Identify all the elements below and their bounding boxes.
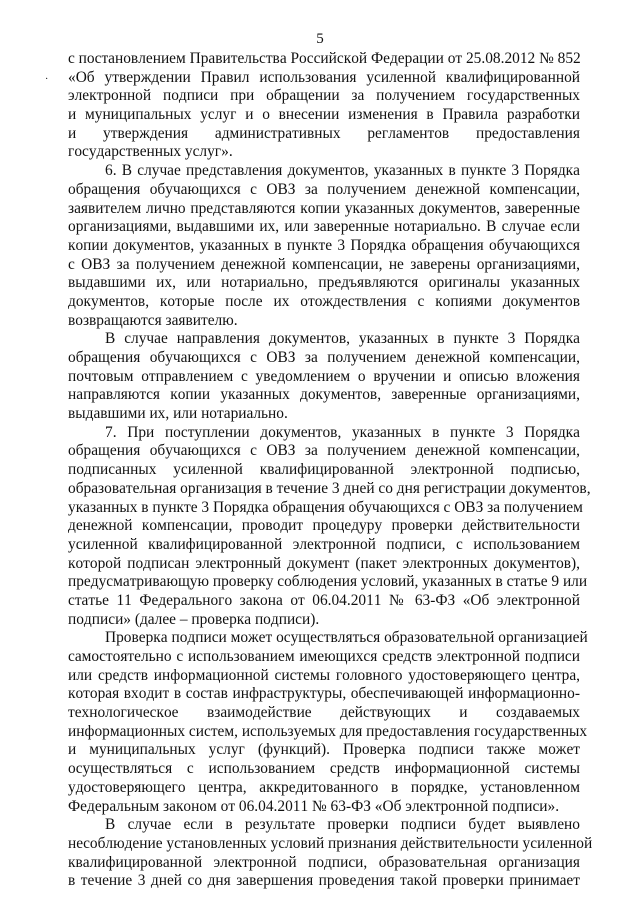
text-line: выдавшими их, или нотариально, предъявляются оригиналы указанных bbox=[68, 274, 580, 292]
text-line: с ОВЗ за получением денежной компенсации, не заверены организациями, bbox=[68, 255, 580, 273]
text-line: или средств информационной системы головного удостоверяющего центра, bbox=[68, 666, 580, 684]
text-line: и муниципальных услуг (функций). Проверка подписи также может bbox=[68, 741, 580, 759]
text-line: удостоверяющего центра, аккредитованного в порядке, установленном bbox=[68, 778, 580, 796]
text-line: В случае направления документов, указанных в пункте 3 Порядка bbox=[105, 330, 580, 348]
text-line: направляются копии указанных документов, заверенные организациями, bbox=[68, 386, 580, 404]
text-line: обращения обучающихся с ОВЗ за получением денежной компенсации, bbox=[68, 442, 580, 460]
text-line: технологическое взаимодействие действующих и создаваемых bbox=[68, 704, 580, 722]
paragraph bbox=[68, 50, 580, 162]
text-line: «Об утверждении Правил использования усиленной квалифицированной bbox=[68, 68, 580, 86]
paragraph bbox=[68, 423, 591, 630]
text-line: осуществляться с использованием средств информационной системы bbox=[68, 760, 580, 778]
text-line: информационных систем, используемых для предоставления государственных bbox=[68, 722, 588, 740]
paragraph bbox=[68, 330, 580, 423]
text-line: В случае если в результате проверки подписи будет выявлено bbox=[105, 816, 580, 834]
text-line: 6. В случае представления документов, указанных в пункте 3 Порядка bbox=[105, 162, 580, 180]
text-line: и утверждения административных регламентов предоставления bbox=[68, 124, 580, 142]
text-line: которой подписан электронный документ (пакет электронных документов), bbox=[68, 554, 580, 572]
text-line: обращения обучающихся с ОВЗ за получением денежной компенсации, bbox=[68, 180, 580, 198]
text-line: обращения обучающихся с ОВЗ за получением денежной компенсации, bbox=[68, 349, 580, 366]
text-line: несоблюдение установленных условий признания действительности усиленной bbox=[68, 834, 593, 852]
text-line: подписанных усиленной квалифицированной электронной подписью, bbox=[68, 461, 580, 479]
text-line: копии документов, указанных в пункте 3 Порядка обращения обучающихся bbox=[68, 236, 580, 254]
text-line: Проверка подписи может осуществляться образовательной организацией bbox=[105, 629, 588, 647]
paragraph bbox=[68, 816, 593, 891]
text-line: статье 11 Федерального закона от 06.04.2011 № 63-ФЗ «Об электронной bbox=[68, 591, 580, 609]
text-line: указанных в пункте 3 Порядка обращения обучающихся с ОВЗ за получением bbox=[68, 498, 583, 516]
document-body bbox=[68, 50, 593, 891]
text-line: документов, которые после их отождествления с копиями документов bbox=[68, 292, 580, 310]
margin-mark: · bbox=[45, 74, 49, 85]
text-line: 7. При поступлении документов, указанных в пункте 3 Порядка bbox=[105, 423, 580, 441]
text-line: усиленной квалифицированной электронной подписи, с использованием bbox=[68, 535, 580, 553]
text-line: организациями, выдавшими их, или заверенные нотариально. В случае если bbox=[68, 218, 580, 236]
text-line: выдавшими их, или нотариально. bbox=[68, 405, 288, 423]
text-line: которая входит в состав инфраструктуры, обеспечивающей информационно- bbox=[68, 685, 580, 703]
text-line: предусматривающую проверку соблюдения условий, указанных в статье 9 или bbox=[68, 573, 588, 591]
text-line: заявителем лично представляются копии указанных документов, заверенные bbox=[68, 199, 580, 217]
text-line: почтовым отправлением с уведомлением о вручении и описью вложения bbox=[68, 367, 580, 385]
text-line: государственных услуг». bbox=[68, 143, 233, 161]
text-line: подписи» (далее – проверка подписи). bbox=[68, 610, 320, 628]
paragraph bbox=[68, 629, 588, 816]
text-line: Федеральным законом от 06.04.2011 № 63-ФЗ «Об электронной подписи». bbox=[68, 797, 560, 815]
text-line: квалифицированной электронной подписи, образовательная организация bbox=[68, 853, 580, 871]
text-line: и муниципальных услуг и о внесении изменения в Правила разработки bbox=[68, 106, 580, 124]
paragraph bbox=[68, 162, 580, 330]
text-line: образовательная организация в течение 3 дней со дня регистрации документов, bbox=[68, 479, 591, 497]
text-line: в течение 3 дней со дня завершения проведения такой проверки принимает bbox=[68, 872, 580, 890]
text-line: электронной подписи при обращении за получением государственных bbox=[68, 87, 580, 105]
text-line: возвращаются заявителю. bbox=[68, 311, 238, 329]
text-line: денежной компенсации, проводит процедуру проверки действительности bbox=[68, 517, 580, 535]
text-line: с постановлением Правительства Российской Федерации от 25.08.2012 № 852 bbox=[68, 50, 581, 67]
page-number: 5 bbox=[316, 31, 324, 47]
text-line: самостоятельно с использованием имеющихся средств электронной подписи bbox=[68, 648, 580, 665]
